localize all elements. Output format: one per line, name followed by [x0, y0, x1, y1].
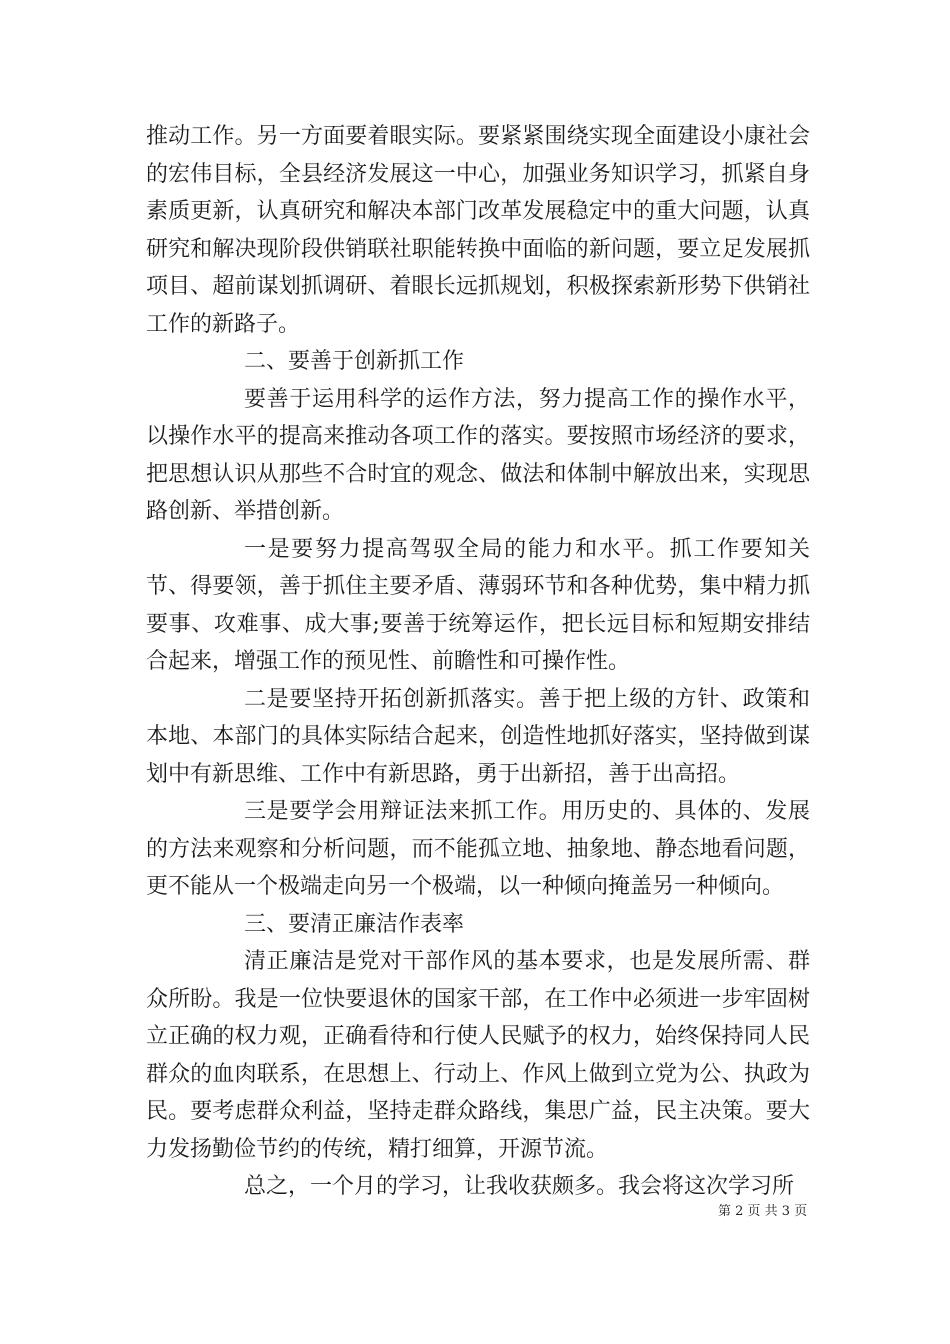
paragraph-4: 一是要努力提高驾驭全局的能力和水平。抓工作要知关节、得要领，善于抓住主要矛盾、薄弱环节和各种优势，集中精力抓要事、攻难事、成大事;要善于统筹运作，把长远目标和短期安排结合起来，增强工作的预见性、前瞻性和可操作性。 — [146, 536, 810, 674]
paragraph-3: 要善于运用科学的运作方法，努力提高工作的操作水平，以操作水平的提高来推动各项工作的落实。要按照市场经济的要求，把思想认识从那些不合时宜的观念、做法和体制中解放出来，实现思路创新、举措创新。 — [146, 386, 810, 524]
paragraph-8: 清正廉洁是党对干部作风的基本要求，也是发展所需、群众所盼。我是一位快要退休的国家干部，在工作中必须进一步牢固树立正确的权力观，正确看待和行使人民赋予的权力，始终保持同人民群众的血肉联系，在思想上、行动上、作风上做到立党为公、执政为民。要考虑群众利益，坚持走群众路线，集思广益，民主决策。要大力发扬勤俭节约的传统，精打细算，开源节流。 — [146, 949, 810, 1162]
document-body — [146, 118, 810, 1206]
paragraph-5: 二是要坚持开拓创新抓落实。善于把上级的方针、政策和本地、本部门的具体实际结合起来，创造性地抓好落实，坚持做到谋划中有新思维、工作中有新思路，勇于出新招，善于出高招。 — [146, 686, 810, 787]
section-heading-3: 三、要清正廉洁作表率 — [244, 911, 465, 937]
section-heading-2: 二、要善于创新抓工作 — [244, 349, 465, 374]
paragraph-1: 推动工作。另一方面要着眼实际。要紧紧围绕实现全面建设小康社会的宏伟目标，全县经济发展这一中心，加强业务知识学习，抓紧自身素质更新，认真研究和解决本部门改革发展稳定中的重大问题，认真研究和解决现阶段供销联社职能转换中面临的新问题，要立足发展抓项目、超前谋划抓调研、着眼长远抓规划，积极探索新形势下供销社工作的新路子。 — [146, 124, 810, 337]
page-number-footer: 第 2 页 共 3 页 — [718, 1204, 808, 1219]
paragraph-9: 总之，一个月的学习，让我收获颇多。我会将这次学习所 — [244, 1174, 795, 1199]
paragraph-6: 三是要学会用辩证法来抓工作。用历史的、具体的、发展的方法来观察和分析问题，而不能孤立地、抽象地、静态地看问题，更不能从一个极端走向另一个极端，以一种倾向掩盖另一种倾向。 — [146, 799, 810, 899]
